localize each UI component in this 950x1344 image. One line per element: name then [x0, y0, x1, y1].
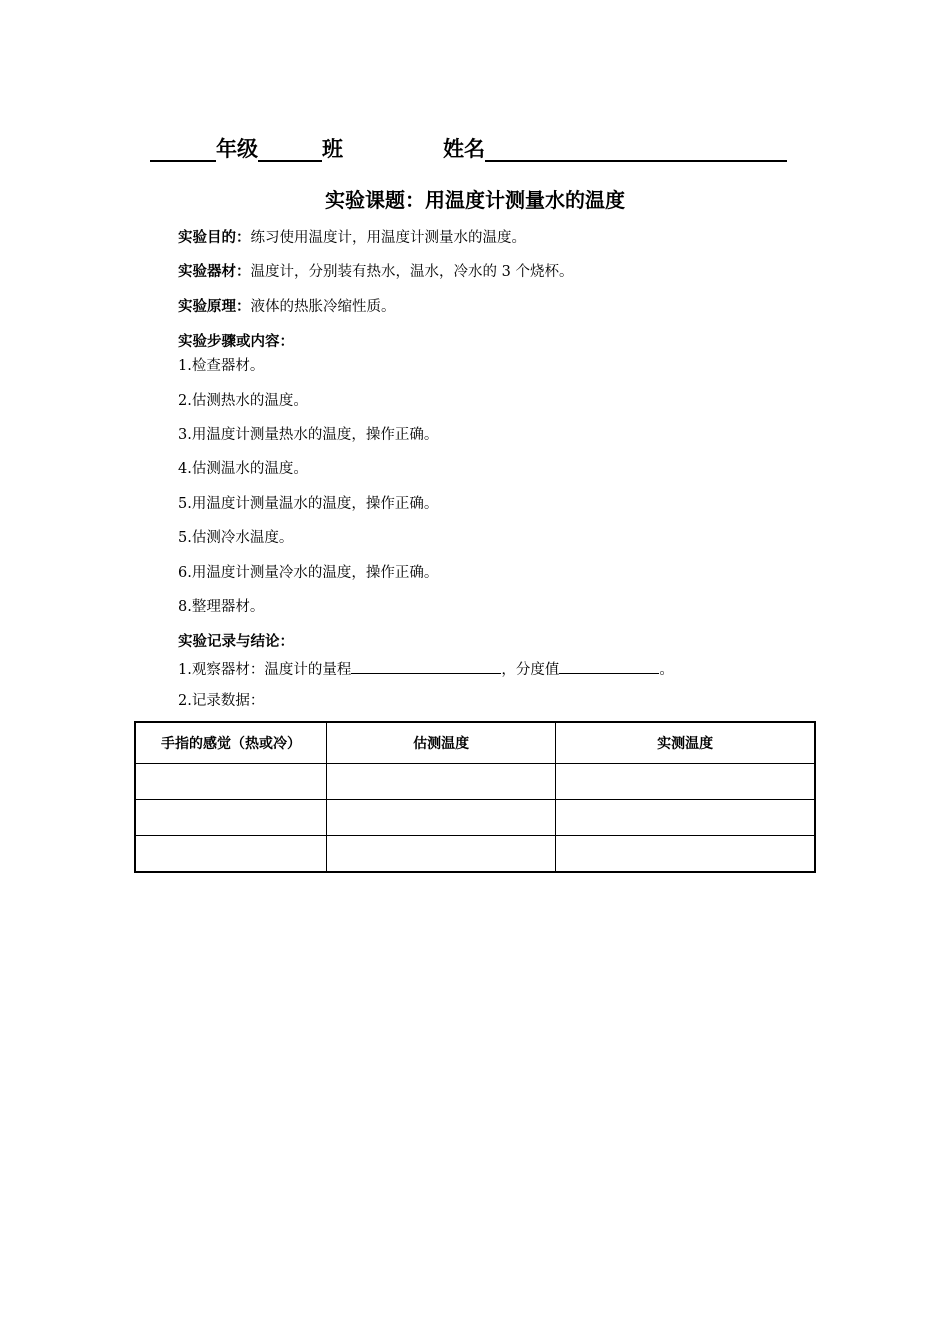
- observe-mid: ，分度值: [501, 662, 560, 678]
- table-cell[interactable]: [135, 836, 326, 873]
- steps-label: 实验步骤或内容：: [178, 334, 294, 350]
- equipment-text: 温度计，分别装有热水，温水，冷水的 3 个烧杯。: [250, 264, 574, 280]
- step-item: 2.估测热水的温度。: [178, 393, 308, 409]
- table-cell[interactable]: [326, 800, 555, 836]
- table-cell[interactable]: [326, 764, 555, 800]
- observe-line: [178, 657, 674, 680]
- table-cell[interactable]: [326, 836, 555, 873]
- table-cell[interactable]: [556, 836, 815, 873]
- table-cell[interactable]: [135, 800, 326, 836]
- division-blank[interactable]: [559, 657, 659, 674]
- header-measured-temp: 实测温度: [556, 722, 815, 764]
- record-table: [134, 721, 816, 873]
- observe-end: 。: [659, 662, 674, 678]
- table-cell[interactable]: [556, 764, 815, 800]
- step-item: 1.检查器材。: [178, 358, 265, 374]
- header-finger-feeling: 手指的感觉（热或冷）: [135, 722, 326, 764]
- table-cell[interactable]: [556, 800, 815, 836]
- purpose-text: 练习使用温度计，用温度计测量水的温度。: [250, 230, 526, 246]
- student-info-header: [150, 136, 810, 166]
- equipment-line: [178, 262, 573, 282]
- grade-label: 年级: [216, 137, 258, 161]
- principle-line: [178, 297, 396, 317]
- class-label: 班: [322, 137, 343, 161]
- step-item: 8.整理器材。: [178, 599, 265, 615]
- class-blank[interactable]: [258, 138, 322, 162]
- table-row: [135, 836, 815, 873]
- range-blank[interactable]: [351, 657, 501, 674]
- record-label: 实验记录与结论：: [178, 634, 294, 650]
- principle-text: 液体的热胀冷缩性质。: [250, 299, 396, 315]
- data-label: 2.记录数据：: [178, 693, 265, 709]
- table-row: [135, 800, 815, 836]
- step-item: 5.用温度计测量温水的温度，操作正确。: [178, 496, 439, 512]
- grade-blank[interactable]: [150, 138, 216, 162]
- header-estimated-temp: 估测温度: [326, 722, 555, 764]
- purpose-label: 实验目的：: [178, 230, 251, 246]
- observe-prefix: 1.观察器材：温度计的量程: [178, 662, 352, 678]
- step-item: 6.用温度计测量冷水的温度，操作正确。: [178, 565, 439, 581]
- table-row: [135, 764, 815, 800]
- name-blank[interactable]: [485, 138, 787, 162]
- page-title: 实验课题：用温度计测量水的温度: [325, 188, 625, 212]
- step-item: 3.用温度计测量热水的温度，操作正确。: [178, 427, 439, 443]
- equipment-label: 实验器材：: [178, 264, 251, 280]
- step-item: 4.估测温水的温度。: [178, 461, 308, 477]
- principle-label: 实验原理：: [178, 299, 251, 315]
- table-header-row: [135, 722, 815, 764]
- step-item: 5.估测冷水温度。: [178, 530, 294, 546]
- purpose-line: [178, 228, 526, 248]
- table-cell[interactable]: [135, 764, 326, 800]
- name-label: 姓名: [443, 137, 485, 161]
